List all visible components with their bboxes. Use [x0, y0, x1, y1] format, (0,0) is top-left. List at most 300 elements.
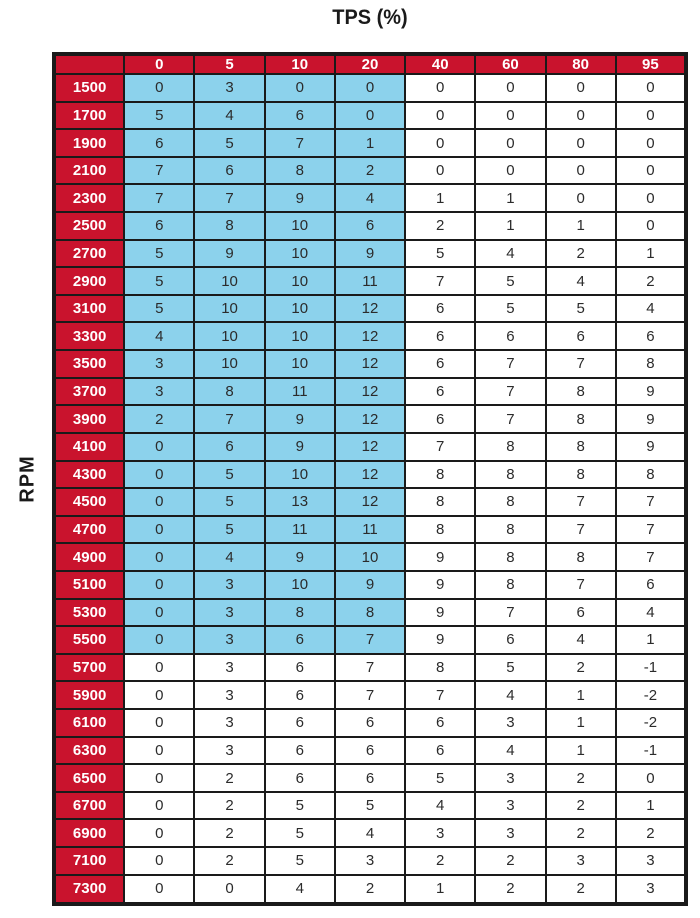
- value-cell: 12: [335, 378, 405, 406]
- value-cell: 0: [405, 74, 475, 102]
- value-cell: 6: [405, 405, 475, 433]
- table-row: [54, 516, 686, 544]
- value-cell: 10: [265, 350, 335, 378]
- value-cell: 0: [475, 157, 545, 185]
- value-cell: 5: [265, 792, 335, 820]
- tps-column-header: 95: [616, 54, 686, 74]
- value-cell: 10: [265, 461, 335, 489]
- value-cell: 4: [265, 875, 335, 904]
- value-cell: 3: [194, 599, 264, 627]
- value-cell: 6: [265, 654, 335, 682]
- table-row: [54, 488, 686, 516]
- rpm-row-header: 6100: [54, 709, 124, 737]
- value-cell: 0: [124, 516, 194, 544]
- value-cell: 0: [124, 433, 194, 461]
- value-cell: 12: [335, 322, 405, 350]
- value-cell: 4: [475, 681, 545, 709]
- table-row: [54, 184, 686, 212]
- rpm-row-header: 5300: [54, 599, 124, 627]
- value-cell: 5: [475, 295, 545, 323]
- value-cell: 10: [265, 212, 335, 240]
- value-cell: 0: [124, 847, 194, 875]
- value-cell: 3: [194, 709, 264, 737]
- value-cell: 6: [475, 626, 545, 654]
- value-cell: 6: [265, 709, 335, 737]
- value-cell: 7: [335, 626, 405, 654]
- value-cell: 5: [405, 764, 475, 792]
- value-cell: 0: [124, 74, 194, 102]
- value-cell: 7: [475, 350, 545, 378]
- table-row: [54, 792, 686, 820]
- table-row: [54, 240, 686, 268]
- value-cell: 7: [616, 543, 686, 571]
- value-cell: 12: [335, 488, 405, 516]
- rpm-row-header: 4900: [54, 543, 124, 571]
- value-cell: 2: [546, 240, 616, 268]
- corner-cell: [54, 54, 124, 74]
- value-cell: 2: [546, 875, 616, 904]
- value-cell: 6: [335, 212, 405, 240]
- value-cell: 6: [265, 764, 335, 792]
- value-cell: 10: [265, 267, 335, 295]
- value-cell: 6: [194, 157, 264, 185]
- tps-column-header: 20: [335, 54, 405, 74]
- value-cell: 3: [616, 847, 686, 875]
- value-cell: 7: [475, 599, 545, 627]
- tps-column-header: 0: [124, 54, 194, 74]
- value-cell: 1: [405, 184, 475, 212]
- value-cell: 8: [475, 571, 545, 599]
- tps-column-header: 5: [194, 54, 264, 74]
- value-cell: 4: [546, 626, 616, 654]
- value-cell: 2: [405, 847, 475, 875]
- value-cell: 0: [124, 875, 194, 904]
- value-cell: 0: [475, 102, 545, 130]
- value-cell: 8: [475, 433, 545, 461]
- value-cell: 0: [124, 488, 194, 516]
- value-cell: 8: [475, 516, 545, 544]
- value-cell: 8: [475, 543, 545, 571]
- value-cell: -1: [616, 737, 686, 765]
- table-row: [54, 847, 686, 875]
- rpm-row-header: 3900: [54, 405, 124, 433]
- table-row: [54, 543, 686, 571]
- value-cell: 1: [475, 184, 545, 212]
- table-row: [54, 378, 686, 406]
- value-cell: 7: [124, 157, 194, 185]
- value-cell: 9: [335, 240, 405, 268]
- value-cell: -2: [616, 709, 686, 737]
- value-cell: 10: [265, 295, 335, 323]
- value-cell: 10: [265, 571, 335, 599]
- value-cell: 7: [546, 488, 616, 516]
- value-cell: 7: [616, 516, 686, 544]
- value-cell: 0: [546, 184, 616, 212]
- value-cell: 8: [546, 461, 616, 489]
- value-cell: 0: [124, 599, 194, 627]
- table-row: [54, 102, 686, 130]
- value-cell: 3: [194, 74, 264, 102]
- value-cell: 6: [265, 102, 335, 130]
- value-cell: 4: [194, 102, 264, 130]
- value-cell: 0: [475, 129, 545, 157]
- value-cell: 8: [475, 488, 545, 516]
- rpm-row-header: 5700: [54, 654, 124, 682]
- rpm-row-header: 3300: [54, 322, 124, 350]
- value-cell: 2: [124, 405, 194, 433]
- table-row: [54, 212, 686, 240]
- value-cell: 0: [124, 571, 194, 599]
- rpm-row-header: 6700: [54, 792, 124, 820]
- value-cell: 9: [405, 571, 475, 599]
- table-row: [54, 626, 686, 654]
- table-row: [54, 74, 686, 102]
- value-cell: 4: [194, 543, 264, 571]
- rpm-row-header: 2500: [54, 212, 124, 240]
- value-cell: 5: [194, 129, 264, 157]
- value-cell: 0: [124, 681, 194, 709]
- value-cell: 6: [194, 433, 264, 461]
- value-cell: 9: [194, 240, 264, 268]
- table-row: [54, 737, 686, 765]
- rpm-row-header: 4300: [54, 461, 124, 489]
- value-cell: 4: [616, 295, 686, 323]
- value-cell: 9: [265, 543, 335, 571]
- table-row: [54, 157, 686, 185]
- value-cell: 7: [546, 350, 616, 378]
- value-cell: 0: [546, 74, 616, 102]
- table-row: [54, 709, 686, 737]
- value-cell: 5: [194, 461, 264, 489]
- value-cell: 10: [194, 322, 264, 350]
- value-cell: 6: [265, 626, 335, 654]
- value-cell: 9: [265, 405, 335, 433]
- value-cell: 1: [546, 212, 616, 240]
- table-row: [54, 129, 686, 157]
- value-cell: 7: [265, 129, 335, 157]
- value-cell: 3: [405, 819, 475, 847]
- value-cell: 5: [475, 654, 545, 682]
- value-cell: 9: [405, 543, 475, 571]
- value-cell: 0: [616, 764, 686, 792]
- value-cell: 4: [475, 737, 545, 765]
- value-cell: 6: [335, 737, 405, 765]
- value-cell: 2: [546, 792, 616, 820]
- value-cell: 2: [194, 819, 264, 847]
- rpm-row-header: 5900: [54, 681, 124, 709]
- value-cell: 0: [616, 157, 686, 185]
- value-cell: 10: [194, 350, 264, 378]
- value-cell: 0: [546, 102, 616, 130]
- rpm-row-header: 2100: [54, 157, 124, 185]
- rpm-row-header: 7100: [54, 847, 124, 875]
- value-cell: 11: [335, 516, 405, 544]
- value-cell: 0: [616, 212, 686, 240]
- rpm-row-header: 2300: [54, 184, 124, 212]
- value-cell: 1: [405, 875, 475, 904]
- value-cell: 8: [194, 378, 264, 406]
- value-cell: 5: [124, 295, 194, 323]
- value-cell: 3: [194, 626, 264, 654]
- table-body: [54, 74, 686, 904]
- table-row: [54, 405, 686, 433]
- value-cell: 5: [194, 516, 264, 544]
- value-cell: 4: [335, 184, 405, 212]
- value-cell: 3: [194, 654, 264, 682]
- value-cell: 1: [616, 240, 686, 268]
- value-cell: 1: [616, 792, 686, 820]
- value-cell: 8: [616, 350, 686, 378]
- value-cell: 3: [194, 681, 264, 709]
- value-cell: 3: [616, 875, 686, 904]
- value-cell: 2: [194, 847, 264, 875]
- value-cell: 6: [265, 681, 335, 709]
- value-cell: 8: [405, 516, 475, 544]
- table-row: [54, 350, 686, 378]
- value-cell: 9: [616, 405, 686, 433]
- table-row: [54, 875, 686, 904]
- table-row: [54, 571, 686, 599]
- value-cell: 8: [616, 461, 686, 489]
- value-cell: 8: [475, 461, 545, 489]
- value-cell: 7: [546, 571, 616, 599]
- value-cell: 4: [124, 322, 194, 350]
- value-cell: 7: [475, 378, 545, 406]
- value-cell: 2: [335, 875, 405, 904]
- value-cell: 6: [546, 322, 616, 350]
- value-cell: 0: [335, 74, 405, 102]
- value-cell: 5: [124, 267, 194, 295]
- tps-column-header: 10: [265, 54, 335, 74]
- value-cell: 1: [546, 709, 616, 737]
- value-cell: 11: [265, 378, 335, 406]
- value-cell: 12: [335, 461, 405, 489]
- value-cell: 6: [405, 350, 475, 378]
- tps-column-header: 40: [405, 54, 475, 74]
- value-cell: 6: [124, 212, 194, 240]
- value-cell: 7: [405, 681, 475, 709]
- value-cell: 3: [475, 764, 545, 792]
- value-cell: 3: [124, 378, 194, 406]
- value-cell: 11: [265, 516, 335, 544]
- value-cell: 3: [194, 571, 264, 599]
- tps-column-header: 80: [546, 54, 616, 74]
- value-cell: 6: [475, 322, 545, 350]
- value-cell: 2: [475, 875, 545, 904]
- rpm-row-header: 6300: [54, 737, 124, 765]
- value-cell: 6: [265, 737, 335, 765]
- table-row: [54, 819, 686, 847]
- value-cell: 7: [194, 405, 264, 433]
- value-cell: 8: [265, 599, 335, 627]
- value-cell: 9: [265, 184, 335, 212]
- tps-rpm-table: [52, 52, 688, 906]
- value-cell: 1: [546, 681, 616, 709]
- rpm-row-header: 1500: [54, 74, 124, 102]
- value-cell: 9: [405, 626, 475, 654]
- value-cell: 9: [335, 571, 405, 599]
- value-cell: 11: [335, 267, 405, 295]
- value-cell: 0: [124, 626, 194, 654]
- rpm-row-header: 3500: [54, 350, 124, 378]
- rpm-row-header: 1900: [54, 129, 124, 157]
- rpm-row-header: 5500: [54, 626, 124, 654]
- value-cell: 0: [405, 102, 475, 130]
- value-cell: 0: [124, 543, 194, 571]
- value-cell: 0: [405, 129, 475, 157]
- value-cell: 5: [546, 295, 616, 323]
- value-cell: 5: [124, 240, 194, 268]
- value-cell: 5: [405, 240, 475, 268]
- rpm-row-header: 4700: [54, 516, 124, 544]
- value-cell: 0: [124, 461, 194, 489]
- value-cell: 8: [194, 212, 264, 240]
- value-cell: 3: [475, 819, 545, 847]
- value-cell: 9: [616, 378, 686, 406]
- value-cell: 5: [265, 819, 335, 847]
- table-row: [54, 461, 686, 489]
- value-cell: 12: [335, 295, 405, 323]
- value-cell: 3: [475, 709, 545, 737]
- value-cell: 0: [124, 792, 194, 820]
- value-cell: 0: [405, 157, 475, 185]
- value-cell: 0: [616, 129, 686, 157]
- chart-title: TPS (%): [332, 6, 408, 29]
- table-row: [54, 764, 686, 792]
- value-cell: 6: [616, 322, 686, 350]
- value-cell: 6: [124, 129, 194, 157]
- value-cell: 2: [546, 764, 616, 792]
- value-cell: 2: [616, 819, 686, 847]
- value-cell: 2: [335, 157, 405, 185]
- value-cell: 6: [405, 378, 475, 406]
- value-cell: 12: [335, 433, 405, 461]
- value-cell: 1: [546, 737, 616, 765]
- value-cell: -2: [616, 681, 686, 709]
- rpm-row-header: 3100: [54, 295, 124, 323]
- rpm-row-header: 6500: [54, 764, 124, 792]
- y-axis-label: RPM: [16, 455, 39, 503]
- value-cell: 8: [405, 654, 475, 682]
- value-cell: 7: [475, 405, 545, 433]
- rpm-row-header: 6900: [54, 819, 124, 847]
- value-cell: 0: [475, 74, 545, 102]
- value-cell: 2: [194, 764, 264, 792]
- value-cell: 10: [265, 322, 335, 350]
- table-row: [54, 433, 686, 461]
- value-cell: 0: [124, 654, 194, 682]
- value-cell: 8: [265, 157, 335, 185]
- tps-column-header: 60: [475, 54, 545, 74]
- value-cell: 3: [546, 847, 616, 875]
- value-cell: 0: [335, 102, 405, 130]
- rpm-row-header: 2700: [54, 240, 124, 268]
- value-cell: 7: [194, 184, 264, 212]
- value-cell: 5: [265, 847, 335, 875]
- value-cell: 6: [335, 709, 405, 737]
- value-cell: 12: [335, 350, 405, 378]
- value-cell: 5: [194, 488, 264, 516]
- value-cell: 7: [405, 433, 475, 461]
- value-cell: 8: [335, 599, 405, 627]
- value-cell: 8: [546, 405, 616, 433]
- value-cell: 2: [405, 212, 475, 240]
- value-cell: 4: [335, 819, 405, 847]
- rpm-row-header: 4500: [54, 488, 124, 516]
- value-cell: 0: [194, 875, 264, 904]
- rpm-row-header: 5100: [54, 571, 124, 599]
- value-cell: 9: [405, 599, 475, 627]
- value-cell: 0: [616, 74, 686, 102]
- value-cell: 0: [265, 74, 335, 102]
- value-cell: 0: [124, 764, 194, 792]
- value-cell: 10: [194, 295, 264, 323]
- value-cell: 1: [475, 212, 545, 240]
- value-cell: 2: [194, 792, 264, 820]
- value-cell: 4: [546, 267, 616, 295]
- value-cell: 6: [405, 322, 475, 350]
- value-cell: 8: [546, 433, 616, 461]
- value-cell: 8: [405, 461, 475, 489]
- table-row: [54, 654, 686, 682]
- value-cell: 4: [616, 599, 686, 627]
- value-cell: 6: [616, 571, 686, 599]
- value-cell: 6: [546, 599, 616, 627]
- rpm-row-header: 4100: [54, 433, 124, 461]
- value-cell: 1: [335, 129, 405, 157]
- value-cell: -1: [616, 654, 686, 682]
- value-cell: 2: [546, 819, 616, 847]
- value-cell: 6: [405, 295, 475, 323]
- value-cell: 7: [124, 184, 194, 212]
- value-cell: 0: [124, 709, 194, 737]
- value-cell: 10: [335, 543, 405, 571]
- rpm-row-header: 7300: [54, 875, 124, 904]
- value-cell: 8: [546, 378, 616, 406]
- table-row: [54, 295, 686, 323]
- header-row: [54, 54, 686, 74]
- value-cell: 6: [405, 709, 475, 737]
- value-cell: 5: [335, 792, 405, 820]
- value-cell: 7: [335, 654, 405, 682]
- value-cell: 0: [546, 129, 616, 157]
- table-row: [54, 599, 686, 627]
- value-cell: 0: [616, 184, 686, 212]
- table-row: [54, 322, 686, 350]
- value-cell: 0: [124, 819, 194, 847]
- value-cell: 12: [335, 405, 405, 433]
- value-cell: 2: [546, 654, 616, 682]
- value-cell: 7: [335, 681, 405, 709]
- value-cell: 10: [194, 267, 264, 295]
- value-cell: 3: [475, 792, 545, 820]
- value-cell: 9: [265, 433, 335, 461]
- value-cell: 8: [405, 488, 475, 516]
- value-cell: 6: [405, 737, 475, 765]
- value-cell: 7: [616, 488, 686, 516]
- value-cell: 10: [265, 240, 335, 268]
- value-cell: 0: [124, 737, 194, 765]
- value-cell: 3: [124, 350, 194, 378]
- value-cell: 1: [616, 626, 686, 654]
- value-cell: 2: [616, 267, 686, 295]
- value-cell: 9: [616, 433, 686, 461]
- value-cell: 4: [405, 792, 475, 820]
- rpm-row-header: 1700: [54, 102, 124, 130]
- value-cell: 4: [475, 240, 545, 268]
- value-cell: 7: [546, 516, 616, 544]
- table-row: [54, 681, 686, 709]
